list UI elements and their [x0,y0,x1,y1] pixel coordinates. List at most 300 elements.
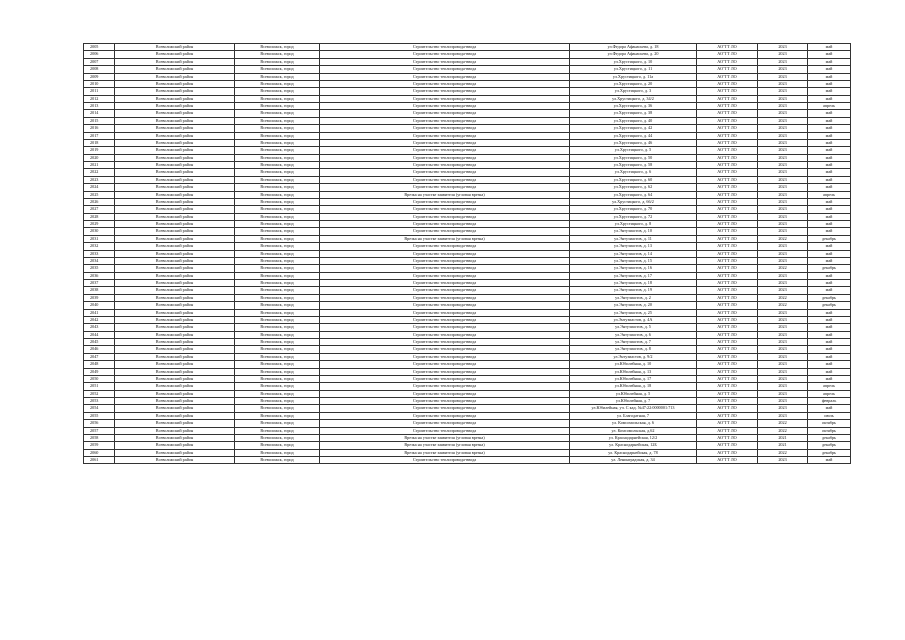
row-number-cell: 2033 [84,250,115,257]
table-body [84,44,851,464]
locality-cell: Всеволожск, город [235,110,320,117]
address-cell: ул.Юбилейная, д. 5 [570,390,697,397]
work-type-cell: Строительство теплопровода-ввода [320,294,570,301]
month-cell: май [808,44,851,51]
work-type-cell: Строительство теплопровода-ввода [320,324,570,331]
row-number-cell: 2049 [84,368,115,375]
organization-cell: АО"ГТ ЛО [697,375,758,382]
month-cell: октябрь [808,427,851,434]
table-row [84,103,851,110]
organization-cell: АО"ГТ ЛО [697,331,758,338]
district-cell: Всеволожский район [115,51,235,58]
address-cell: ул.Энтузиастов, д. 7 [570,339,697,346]
work-type-cell: Строительство теплопровода-ввода [320,51,570,58]
locality-cell: Всеволожск, город [235,302,320,309]
locality-cell: Всеволожск, город [235,316,320,323]
organization-cell: АО"ГТ ЛО [697,154,758,161]
month-cell: май [808,221,851,228]
table-row [84,139,851,146]
work-type-cell: Строительство теплопровода-ввода [320,316,570,323]
district-cell: Всеволожский район [115,117,235,124]
work-type-cell: Строительство теплопровода-ввода [320,346,570,353]
month-cell: июль [808,412,851,419]
address-cell: ул.Юбилейная, д. 13 [570,368,697,375]
work-type-cell: Строительство теплопровода-ввода [320,221,570,228]
month-cell: декабрь [808,294,851,301]
address-cell: ул.Энтузиастов, д. 19 [570,287,697,294]
work-type-cell: Строительство теплопровода-ввода [320,95,570,102]
table-row [84,44,851,51]
locality-cell: Всеволожск, город [235,73,320,80]
table-row [84,206,851,213]
work-type-cell: Строительство теплопровода-ввода [320,58,570,65]
district-cell: Всеволожский район [115,294,235,301]
work-type-cell: Строительство теплопровода-ввода [320,110,570,117]
district-cell: Всеволожский район [115,339,235,346]
work-type-cell: Строительство теплопровода-ввода [320,331,570,338]
year-cell: 2023 [758,51,808,58]
row-number-cell: 2011 [84,88,115,95]
table-row [84,169,851,176]
table-row [84,272,851,279]
table-row [84,353,851,360]
district-cell: Всеволожский район [115,44,235,51]
organization-cell: АО"ГТ ЛО [697,457,758,464]
address-cell: ул.Хрустицкого, д. 62 [570,184,697,191]
table-row [84,294,851,301]
address-cell: ул.Хрустицкого, д. 8 [570,221,697,228]
address-cell: ул. Краснодарнейская, 12Б [570,442,697,449]
month-cell: май [808,346,851,353]
year-cell: 2023 [758,324,808,331]
organization-cell: АО"ГТ ЛО [697,58,758,65]
year-cell: 2023 [758,316,808,323]
locality-cell: Всеволожск, город [235,125,320,132]
address-cell: ул.Хрустицкого, д. 11а [570,73,697,80]
table-row [84,58,851,65]
organization-cell: АО"ГТ ЛО [697,383,758,390]
table-row [84,228,851,235]
work-type-cell: Строительство теплопровода-ввода [320,169,570,176]
locality-cell: Всеволожск, город [235,198,320,205]
row-number-cell: 2042 [84,316,115,323]
month-cell: май [808,73,851,80]
month-cell: май [808,125,851,132]
row-number-cell: 2035 [84,265,115,272]
year-cell: 2023 [758,398,808,405]
organization-cell: АО"ГТ ЛО [697,368,758,375]
row-number-cell: 2008 [84,66,115,73]
locality-cell: Всеволожск, город [235,294,320,301]
address-cell: ул. Краснодарнейская, 12/2 [570,434,697,441]
district-cell: Всеволожский район [115,250,235,257]
table-row [84,184,851,191]
organization-cell: АО"ГТ ЛО [697,398,758,405]
work-type-cell: Строительство теплопровода-ввода [320,257,570,264]
organization-cell: АО"ГТ ЛО [697,139,758,146]
month-cell: май [808,51,851,58]
organization-cell: АО"ГТ ЛО [697,257,758,264]
row-number-cell: 2046 [84,346,115,353]
table-row [84,368,851,375]
district-cell: Всеволожский район [115,154,235,161]
locality-cell: Всеволожск, город [235,243,320,250]
month-cell: май [808,88,851,95]
locality-cell: Всеволожск, город [235,353,320,360]
locality-cell: Всеволожск, город [235,191,320,198]
work-type-cell: Строительство теплопровода-ввода [320,280,570,287]
district-cell: Всеволожский район [115,228,235,235]
district-cell: Всеволожский район [115,427,235,434]
address-cell: ул.Энтузиастов, д. 5 [570,324,697,331]
address-cell: ул.Энтузиастов, д. 18 [570,280,697,287]
table-row [84,162,851,169]
row-number-cell: 2007 [84,58,115,65]
row-number-cell: 2059 [84,442,115,449]
organization-cell: АО"ГТ ЛО [697,272,758,279]
row-number-cell: 2044 [84,331,115,338]
month-cell: май [808,80,851,87]
address-cell: ул.Энтузиастов, д. 9/2 [570,353,697,360]
organization-cell: АО"ГТ ЛО [697,95,758,102]
district-cell: Всеволожский район [115,221,235,228]
table-row [84,346,851,353]
month-cell: май [808,309,851,316]
table-row [84,88,851,95]
table-row [84,265,851,272]
organization-cell: АО"ГТ ЛО [697,250,758,257]
work-type-cell: Строительство теплопровода-ввода [320,147,570,154]
locality-cell: Всеволожск, город [235,154,320,161]
organization-cell: АО"ГТ ЛО [697,169,758,176]
month-cell: май [808,206,851,213]
year-cell: 2023 [758,176,808,183]
month-cell: май [808,361,851,368]
organization-cell: АО"ГТ ЛО [697,442,758,449]
address-cell: ул.Хрустицкого, д. 72 [570,213,697,220]
year-cell: 2023 [758,221,808,228]
table-row [84,420,851,427]
row-number-cell: 2034 [84,257,115,264]
table-row [84,176,851,183]
address-cell: ул.Энтузиастов, д. 25 [570,309,697,316]
row-number-cell: 2009 [84,73,115,80]
locality-cell: Всеволожск, город [235,139,320,146]
organization-cell: АО"ГТ ЛО [697,117,758,124]
locality-cell: Всеволожск, город [235,412,320,419]
year-cell: 2022 [758,235,808,242]
locality-cell: Всеволожск, город [235,51,320,58]
work-type-cell: Строительство теплопровода-ввода [320,383,570,390]
locality-cell: Всеволожск, город [235,95,320,102]
year-cell: 2022 [758,294,808,301]
table-row [84,375,851,382]
month-cell: май [808,162,851,169]
district-cell: Всеволожский район [115,302,235,309]
address-cell: ул.Юбилейная, д. 10 [570,361,697,368]
organization-cell: АО"ГТ ЛО [697,162,758,169]
address-cell: ул.Хрустицкого, д. 44 [570,132,697,139]
locality-cell: Всеволожск, город [235,257,320,264]
work-type-cell: Строительство теплопровода-ввода [320,420,570,427]
district-cell: Всеволожский район [115,80,235,87]
row-number-cell: 2055 [84,412,115,419]
year-cell: 2022 [758,427,808,434]
district-cell: Всеволожский район [115,398,235,405]
district-cell: Всеволожский район [115,191,235,198]
organization-cell: АО"ГТ ЛО [697,316,758,323]
address-cell: ул.Энтузиастов, д. 8 [570,346,697,353]
locality-cell: Всеволожск, город [235,280,320,287]
row-number-cell: 2052 [84,390,115,397]
address-cell: ул.Энтузиастов, д. 10 [570,228,697,235]
year-cell: 2023 [758,73,808,80]
year-cell: 2021 [758,434,808,441]
table-row [84,412,851,419]
year-cell: 2023 [758,132,808,139]
district-cell: Всеволожский район [115,434,235,441]
organization-cell: АО"ГТ ЛО [697,66,758,73]
month-cell: апрель [808,383,851,390]
row-number-cell: 2051 [84,383,115,390]
table-row [84,250,851,257]
table-row [84,235,851,242]
month-cell: май [808,66,851,73]
year-cell: 2023 [758,375,808,382]
table-row [84,66,851,73]
row-number-cell: 2012 [84,95,115,102]
month-cell: май [808,139,851,146]
table-row [84,51,851,58]
district-cell: Всеволожский район [115,361,235,368]
work-type-cell: Строительство теплопровода-ввода [320,228,570,235]
year-cell: 2023 [758,66,808,73]
locality-cell: Всеволожск, город [235,88,320,95]
organization-cell: АО"ГТ ЛО [697,213,758,220]
year-cell: 2023 [758,287,808,294]
month-cell: май [808,339,851,346]
district-cell: Всеволожский район [115,147,235,154]
month-cell: декабрь [808,442,851,449]
organization-cell: АО"ГТ ЛО [697,228,758,235]
locality-cell: Всеволожск, город [235,324,320,331]
locality-cell: Всеволожск, город [235,339,320,346]
organization-cell: АО"ГТ ЛО [697,324,758,331]
address-cell: ул. Ленинградская, д. 34 [570,457,697,464]
address-cell: ул.Хрустицкого, д. 5 [570,147,697,154]
district-cell: Всеволожский район [115,457,235,464]
row-number-cell: 2045 [84,339,115,346]
table-row [84,125,851,132]
row-number-cell: 2015 [84,117,115,124]
month-cell: май [808,243,851,250]
month-cell: май [808,405,851,412]
work-type-cell: Строительство теплопровода-ввода [320,353,570,360]
district-cell: Всеволожский район [115,243,235,250]
month-cell: май [808,110,851,117]
locality-cell: Всеволожск, город [235,442,320,449]
address-cell: ул.Хрустицкого, д. 60 [570,176,697,183]
work-type-cell: Строительство теплопровода-ввода [320,66,570,73]
district-cell: Всеволожский район [115,213,235,220]
month-cell: апрель [808,191,851,198]
month-cell: май [808,176,851,183]
table-row [84,302,851,309]
row-number-cell: 2047 [84,353,115,360]
table-row [84,339,851,346]
district-cell: Всеволожский район [115,66,235,73]
work-type-cell: Строительство теплопровода-ввода [320,457,570,464]
work-type-cell: Строительство теплопровода-ввода [320,139,570,146]
table-row [84,287,851,294]
district-cell: Всеволожский район [115,449,235,456]
table-row [84,434,851,441]
locality-cell: Всеволожск, город [235,420,320,427]
row-number-cell: 2038 [84,287,115,294]
locality-cell: Всеволожск, город [235,346,320,353]
organization-cell: АО"ГТ ЛО [697,191,758,198]
locality-cell: Всеволожск, город [235,383,320,390]
district-cell: Всеволожский район [115,412,235,419]
organization-cell: АО"ГТ ЛО [697,243,758,250]
district-cell: Всеволожский район [115,316,235,323]
month-cell: май [808,272,851,279]
year-cell: 2023 [758,339,808,346]
year-cell: 2023 [758,272,808,279]
district-cell: Всеволожский район [115,442,235,449]
district-cell: Всеволожский район [115,375,235,382]
row-number-cell: 2023 [84,176,115,183]
table-row [84,198,851,205]
work-type-cell: Строительство теплопровода-ввода [320,412,570,419]
work-type-cell: Строительство теплопровода-ввода [320,398,570,405]
month-cell: май [808,250,851,257]
work-type-cell: Врезка на участке заявителя (угловая врезка) [320,191,570,198]
table-row [84,257,851,264]
district-cell: Всеволожский район [115,257,235,264]
district-cell: Всеволожский район [115,420,235,427]
work-type-cell: Строительство теплопровода-ввода [320,243,570,250]
organization-cell: АО"ГТ ЛО [697,44,758,51]
year-cell: 2023 [758,103,808,110]
month-cell: май [808,353,851,360]
work-type-cell: Врезка на участке заявителя (угловая врезка) [320,434,570,441]
month-cell: май [808,375,851,382]
district-cell: Всеволожский район [115,405,235,412]
locality-cell: Всеволожск, город [235,449,320,456]
table-row [84,449,851,456]
year-cell: 2023 [758,368,808,375]
table-row [84,154,851,161]
month-cell: май [808,228,851,235]
year-cell: 2023 [758,110,808,117]
year-cell: 2023 [758,125,808,132]
row-number-cell: 2039 [84,294,115,301]
locality-cell: Всеволожск, город [235,221,320,228]
row-number-cell: 2040 [84,302,115,309]
row-number-cell: 2016 [84,125,115,132]
year-cell: 2023 [758,206,808,213]
table-row [84,73,851,80]
table-row [84,316,851,323]
year-cell: 2023 [758,191,808,198]
organization-cell: АО"ГТ ЛО [697,80,758,87]
month-cell: декабрь [808,235,851,242]
row-number-cell: 2050 [84,375,115,382]
month-cell: май [808,95,851,102]
row-number-cell: 2056 [84,420,115,427]
district-cell: Всеволожский район [115,331,235,338]
row-number-cell: 2027 [84,206,115,213]
row-number-cell: 2019 [84,147,115,154]
year-cell: 2023 [758,44,808,51]
year-cell: 2023 [758,169,808,176]
month-cell: май [808,132,851,139]
year-cell: 2023 [758,88,808,95]
district-cell: Всеволожский район [115,58,235,65]
district-cell: Всеволожский район [115,280,235,287]
address-cell: ул.Юбилейная, д. 17 [570,375,697,382]
address-cell: ул.Энтузиастов, д. 16 [570,265,697,272]
organization-cell: АО"ГТ ЛО [697,132,758,139]
month-cell: декабрь [808,434,851,441]
locality-cell: Всеволожск, город [235,265,320,272]
work-type-cell: Строительство теплопровода-ввода [320,339,570,346]
row-number-cell: 2021 [84,162,115,169]
locality-cell: Всеволожск, город [235,235,320,242]
locality-cell: Всеволожск, город [235,213,320,220]
district-cell: Всеволожский район [115,383,235,390]
year-cell: 2023 [758,147,808,154]
year-cell: 2023 [758,213,808,220]
address-cell: ул.Хрустицкого, д. 58 [570,162,697,169]
year-cell: 2023 [758,390,808,397]
district-cell: Всеволожский район [115,198,235,205]
year-cell: 2023 [758,162,808,169]
address-cell: ул. Благодатная, 7 [570,412,697,419]
month-cell: май [808,58,851,65]
table-row [84,309,851,316]
organization-cell: АО"ГТ ЛО [697,302,758,309]
year-cell: 2023 [758,346,808,353]
row-number-cell: 2054 [84,405,115,412]
organization-cell: АО"ГТ ЛО [697,412,758,419]
month-cell: февраль [808,398,851,405]
month-cell: май [808,280,851,287]
work-type-cell: Строительство теплопровода-ввода [320,213,570,220]
district-cell: Всеволожский район [115,235,235,242]
row-number-cell: 2037 [84,280,115,287]
district-cell: Всеволожский район [115,309,235,316]
row-number-cell: 2005 [84,44,115,51]
organization-cell: АО"ГТ ЛО [697,51,758,58]
district-cell: Всеволожский район [115,162,235,169]
table-row [84,324,851,331]
address-cell: ул.Хрустицкого, д. 46 [570,139,697,146]
organization-cell: АО"ГТ ЛО [697,110,758,117]
year-cell: 2023 [758,361,808,368]
address-cell: ул.Хрустицкого, д. 64 [570,191,697,198]
organization-cell: АО"ГТ ЛО [697,88,758,95]
month-cell: май [808,213,851,220]
locality-cell: Всеволожск, город [235,176,320,183]
table-row [84,221,851,228]
month-cell: май [808,457,851,464]
work-type-cell: Строительство теплопровода-ввода [320,302,570,309]
address-cell: ул.Федора Афанасьева, д. 18 [570,44,697,51]
district-cell: Всеволожский район [115,324,235,331]
year-cell: 2023 [758,383,808,390]
